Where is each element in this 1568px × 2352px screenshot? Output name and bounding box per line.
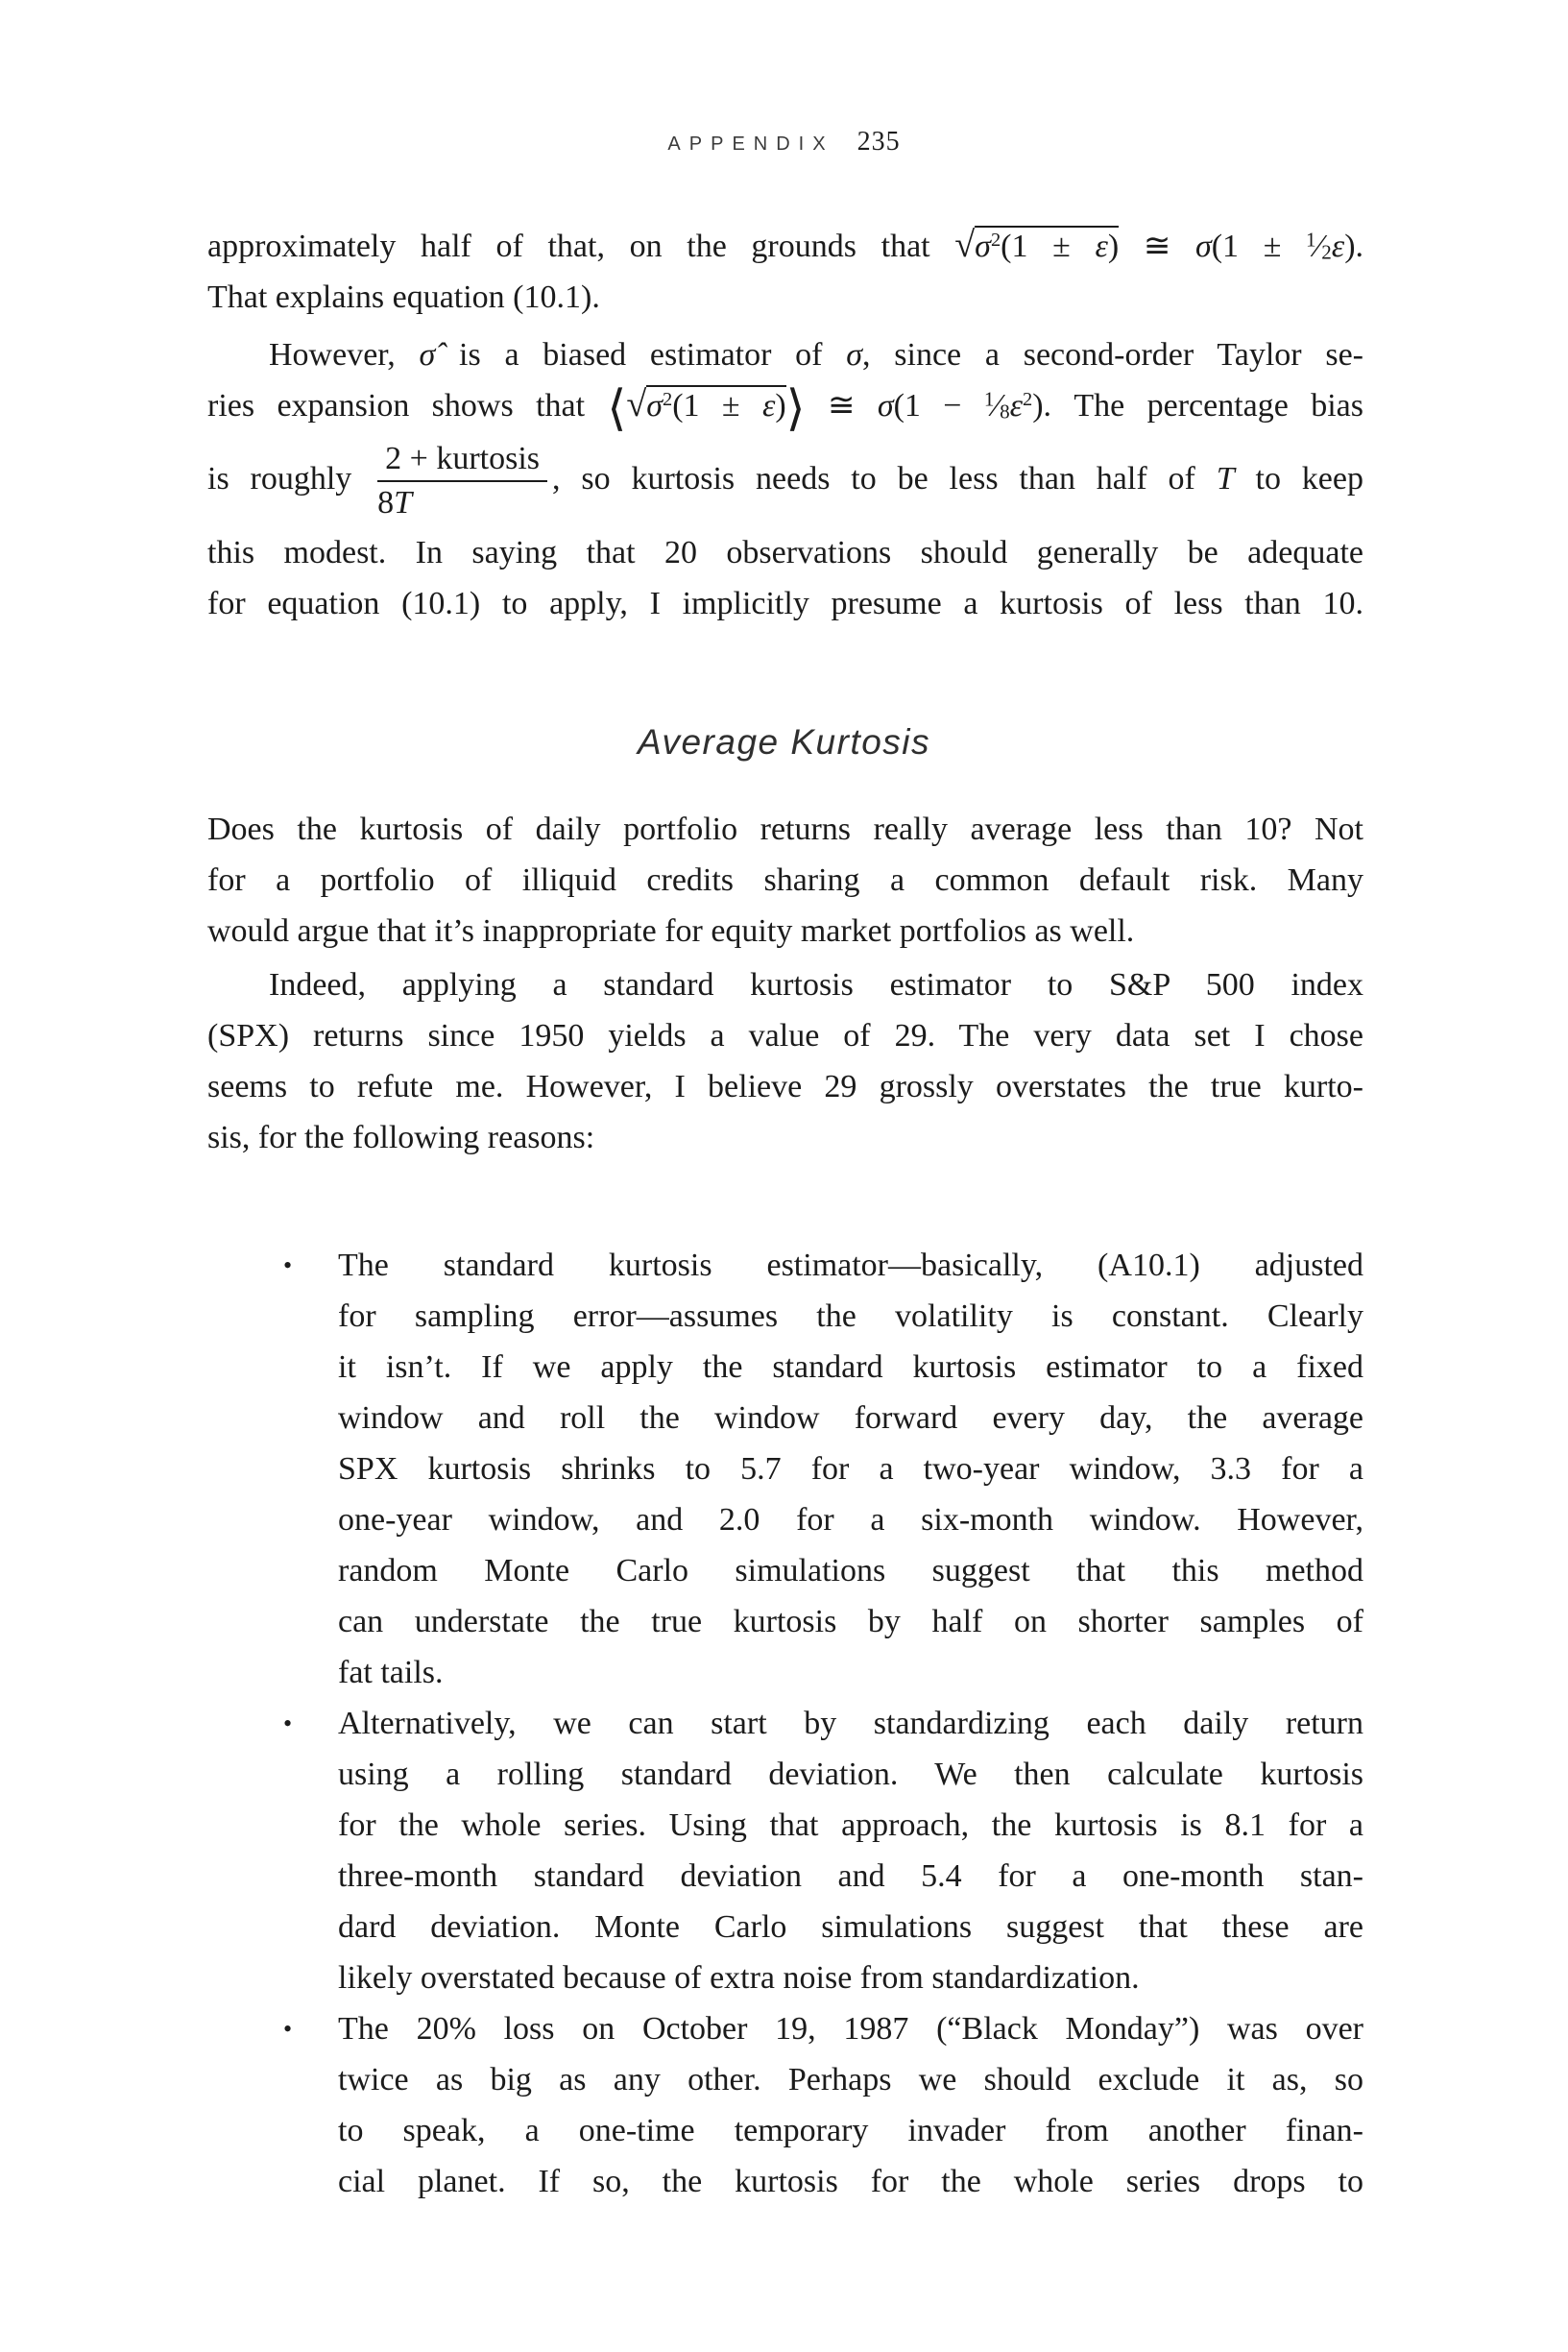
text-line: approximately half of that, on the grounds that $√\sigma^2(1 \pm \varepsilon)$ ≅ $\sigma(1 \pm ^1⁄_2\varepsilon)$.	[207, 225, 1364, 265]
bullet-marker: •	[283, 1251, 293, 1279]
text-line: However, σ̂ is a biased estimator of σ, since a second-order Taylor se-	[269, 337, 1363, 373]
paragraph	[207, 959, 1363, 1163]
text-line: for equation (10.1) to apply, I implicitly presume a kurtosis of less than 10.	[207, 586, 1363, 621]
text-line: seems to refute me. However, I believe 29 grossly overstates the true kurto-	[207, 1069, 1363, 1104]
text-line: it isn’t. If we apply the standard kurtosis estimator to a fixed	[338, 1349, 1363, 1385]
text-line: for the whole series. Using that approach, the kurtosis is 8.1 for a	[338, 1807, 1363, 1843]
text-line: fat tails.	[338, 1655, 444, 1690]
section-heading: Average Kurtosis	[637, 722, 931, 762]
text-line: (SPX) returns since 1950 yields a value of 29. The very data set I chose	[207, 1018, 1363, 1054]
text-line: three-month standard deviation and 5.4 for a one-month stan-	[338, 1858, 1363, 1894]
text-line: The 20% loss on October 19, 1987 (“Black Monday”) was over	[338, 2011, 1363, 2047]
paragraph	[207, 804, 1363, 957]
bullet-list	[283, 1240, 1363, 2207]
bullet-item	[283, 2003, 1363, 2207]
text-line: using a rolling standard deviation. We then calculate kurtosis	[338, 1757, 1363, 1792]
text-line: The standard kurtosis estimator—basically, (A10.1) adjusted	[338, 1248, 1363, 1283]
text-line: Does the kurtosis of daily portfolio returns really average less than 10? Not	[207, 812, 1363, 847]
paragraph	[207, 221, 1363, 323]
text-line: this modest. In saying that 20 observations should generally be adequate	[207, 535, 1363, 570]
text-line: Indeed, applying a standard kurtosis estimator to S&P 500 index	[269, 967, 1363, 1003]
page-number: 235	[856, 127, 901, 157]
text-line: for sampling error—assumes the volatility is constant. Clearly	[338, 1298, 1363, 1334]
text-line: is roughly $\frac{\text{2 + kurtosis}}{8T}$ , so kurtosis needs to be less than half of T to keep	[207, 441, 1363, 521]
running-header	[0, 121, 1568, 163]
text-line: one-year window, and 2.0 for a six-month window. However,	[338, 1502, 1363, 1538]
text-line: cial planet. If so, the kurtosis for the whole series drops to	[338, 2164, 1363, 2199]
bullet-marker: •	[283, 2015, 293, 2043]
bullet-item	[283, 1698, 1363, 2003]
text-line: Alternatively, we can start by standardizing each daily return	[338, 1706, 1363, 1741]
text-line: likely overstated because of extra noise from standardization.	[338, 1960, 1140, 1996]
bullet-item	[283, 1240, 1363, 1698]
text-line: twice as big as any other. Perhaps we should exclude it as, so	[338, 2062, 1363, 2097]
paragraph	[207, 329, 1363, 629]
text-line: SPX kurtosis shrinks to 5.7 for a two-year window, 3.3 for a	[338, 1451, 1363, 1487]
text-line: window and roll the window forward every day, the average	[338, 1400, 1363, 1436]
text-line: for a portfolio of illiquid credits sharing a common default risk. Many	[207, 862, 1363, 898]
text-line: random Monte Carlo simulations suggest that this method	[338, 1553, 1363, 1588]
text-line: ries expansion shows that $⟨√\sigma^2(1$ ± ε)⟩ ≅ $\sigma(1 - ^1⁄_8\varepsilon^2)$. The percentage bias	[207, 380, 1363, 438]
text-line: to speak, a one-time temporary invader from another finan-	[338, 2113, 1363, 2148]
bullet-marker: •	[283, 1709, 293, 1737]
text-line: That explains equation (10.1).	[207, 279, 600, 315]
running-header-section-label: APPENDIX	[667, 133, 834, 155]
text-line: would argue that it’s inappropriate for equity market portfolios as well.	[207, 913, 1135, 949]
text-line: sis, for the following reasons:	[207, 1120, 595, 1155]
text-line: dard deviation. Monte Carlo simulations suggest that these are	[338, 1909, 1363, 1945]
text-line: can understate the true kurtosis by half on shorter samples of	[338, 1604, 1363, 1639]
